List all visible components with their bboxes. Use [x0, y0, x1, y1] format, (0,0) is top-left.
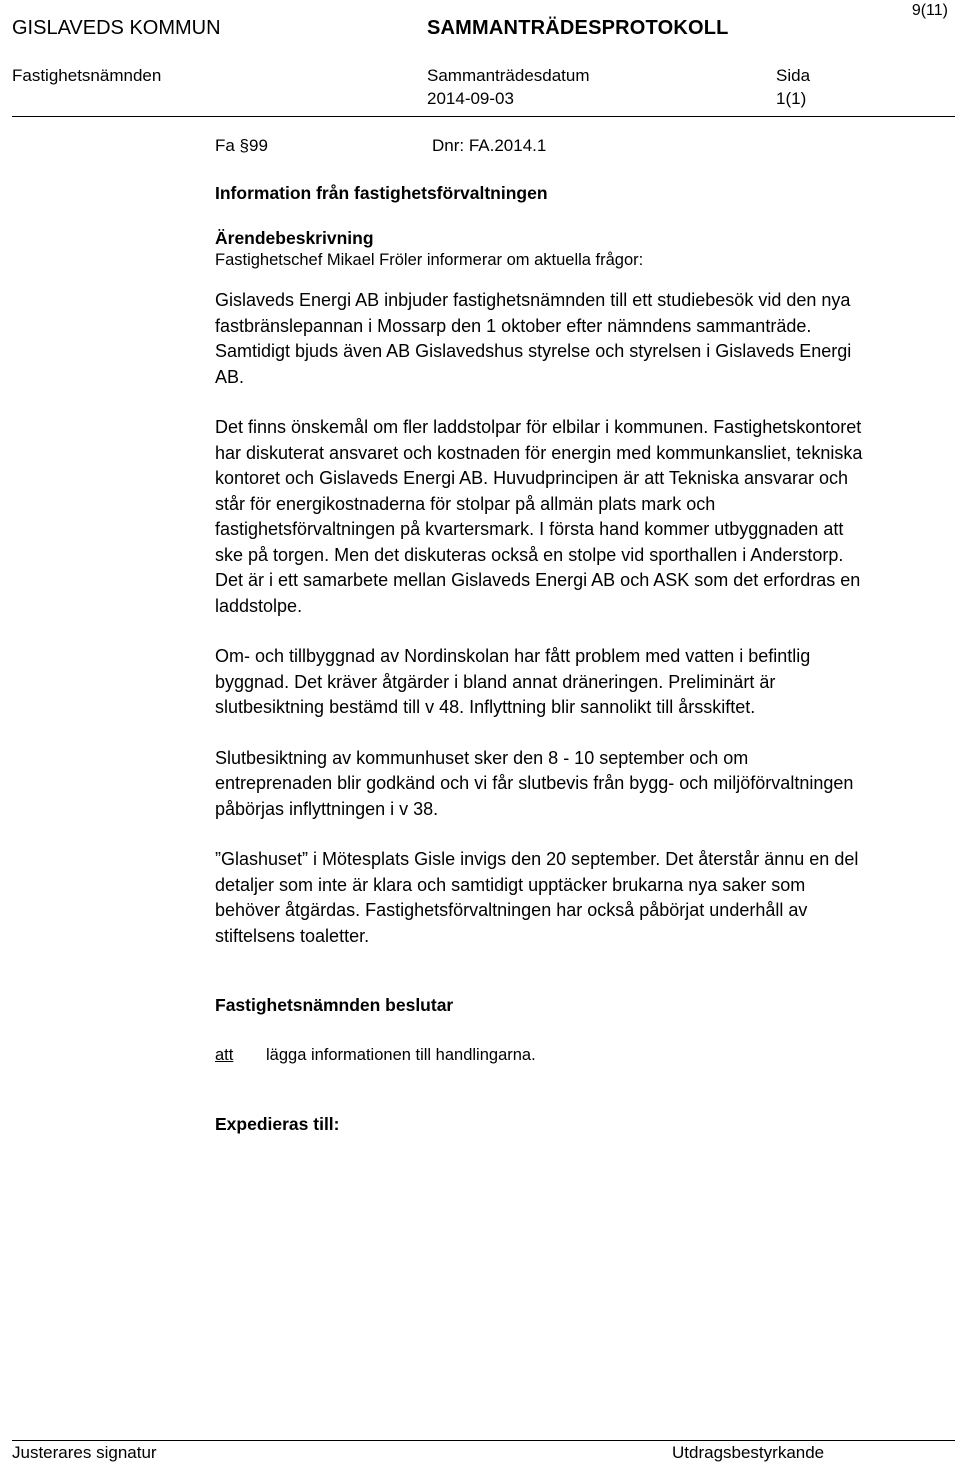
case-paragraph: Fa §99 [215, 136, 268, 155]
case-title: Information från fastighetsförvaltningen [215, 183, 548, 203]
case-dnr: Dnr: FA.2014.1 [432, 136, 547, 155]
paragraph-study-visit: Gislaveds Energi AB inbjuder fastighetsnämnden till ett studiebesök vid den nya fastbränslepannan i Mossarp den 1 oktober efter nämndens sammanträde. Samtidigt bjuds även AB Gislavedshus styrelse och styrelsen i Gislaveds Energi AB. [215, 290, 852, 387]
paragraph-charging-stations: Det finns önskemål om fler laddstolpar för elbilar i kommunen. Fastighetskontoret har diskuterat ansvaret och kostnaden för energin med kommunkansliet, tekniska kontoret och Gislaveds Energi AB. Huvudprincipen är att Tekniska ansvarar och står för energikostnaderna för stolpar på allmän plats mark och fastighetsförvaltningen på kvartersmark. I första hand kommer utbyggnaden att ske på torgen. Men det diskuteras också en stolpe vid sporthallen i Anderstorp. Det är i ett samarbete mellan Gislaveds Energi AB och ASK som det erfordras en laddstolpe. [215, 417, 863, 616]
paragraph-town-hall: Slutbesiktning av kommunhuset sker den 8 - 10 september och om entreprenaden blir godkänd och vi får slutbevis från bygg- och miljöförvaltningen påbörjas inflyttningen i v 38. [215, 747, 854, 819]
intro-text: Fastighetschef Mikael Fröler informerar om aktuella frågor: [215, 251, 644, 269]
page-value: 1(1) [776, 89, 807, 108]
decision-att: att [215, 1045, 234, 1064]
document-body [215, 181, 865, 1138]
meeting-date-value: 2014-09-03 [427, 89, 514, 108]
footer-certification-label: Utdragsbestyrkande [672, 1443, 825, 1462]
committee-label: Fastighetsnämnden [12, 66, 162, 85]
page-number: 9(11) [911, 2, 948, 19]
decision-text: lägga informationen till handlingarna. [266, 1045, 536, 1064]
document-type: SAMMANTRÄDESPROTOKOLL [427, 17, 729, 39]
decision-heading: Fastighetsnämnden beslutar [215, 995, 454, 1015]
decision-row [215, 1043, 865, 1069]
page-label: Sida [776, 66, 811, 85]
organization-name: GISLAVEDS KOMMUN [12, 17, 221, 39]
footer-divider [12, 1440, 955, 1441]
meeting-date-label: Sammanträdesdatum [427, 66, 590, 85]
footer-signature-label: Justerares signatur [12, 1443, 157, 1462]
paragraph-glashuset: ”Glashuset” i Mötesplats Gisle invigs den 20 september. Det återstår ännu en del detaljer som inte är klara och samtidigt upptäcker brukarna nya saker som behöver åtgärdas. Fastighetsförvaltningen har också påbörjat underhåll av stiftelsens toaletter. [215, 849, 859, 946]
dispatched-heading: Expedieras till: [215, 1114, 340, 1134]
paragraph-nordinskolan: Om- och tillbyggnad av Nordinskolan har fått problem med vatten i befintlig byggnad. Det kräver åtgärder i bland annat dräneringen. Preliminärt är slutbesiktning bestämd till v 48. Inflyttning blir sannolikt till årsskiftet. [215, 646, 811, 717]
description-heading: Ärendebeskrivning [215, 228, 374, 248]
header-divider [12, 116, 955, 117]
